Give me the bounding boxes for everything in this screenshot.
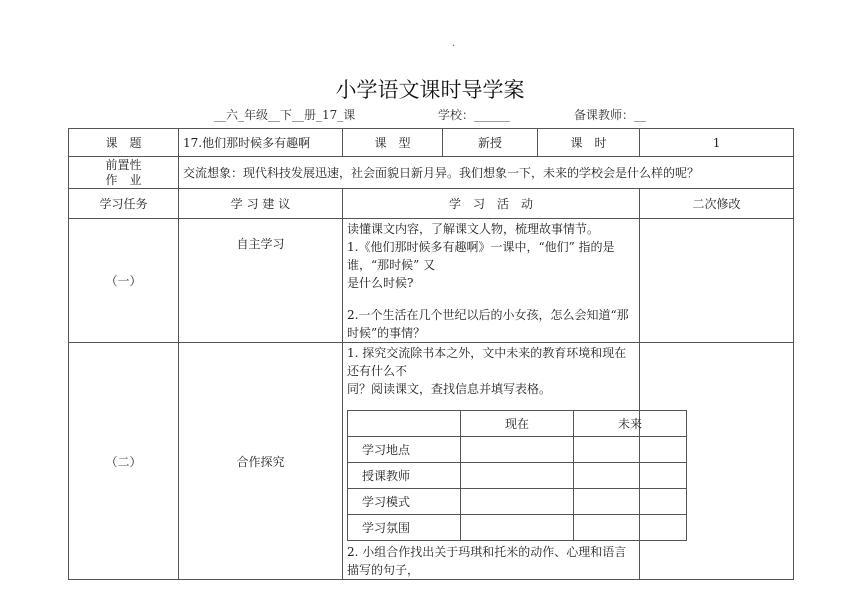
comparison-cell-now (461, 515, 574, 541)
column-header-row (69, 189, 794, 219)
hours-value: 1 (640, 129, 794, 157)
section-one-row (69, 219, 794, 343)
page-title: 小学语文课时导学案 (335, 78, 525, 102)
hours-label: 课 时 (538, 129, 640, 157)
task-column-header: 学习任务 (69, 189, 179, 219)
activity-line: 同？阅读课文，查找信息并填写表格。 (347, 382, 552, 396)
comparison-header-future: 未来 (574, 411, 687, 437)
section-two-row (69, 343, 794, 580)
lesson-info-row (69, 129, 794, 157)
comparison-row-label: 学习模式 (348, 489, 461, 515)
preview-homework-content: 交流想象：现代科技发展迅速，社会面貌日新月异。我们想象一下，未来的学校会是什么样的呢？ (179, 157, 794, 189)
comparison-table (347, 410, 687, 541)
comparison-cell-now (461, 437, 574, 463)
preview-homework-label (69, 157, 179, 189)
comparison-header-blank (348, 411, 461, 437)
comparison-row-label: 学习地点 (348, 437, 461, 463)
comparison-cell-now (461, 463, 574, 489)
comparison-row (348, 489, 687, 515)
comparison-row-label: 学习氛围 (348, 515, 461, 541)
header-dot: . (452, 38, 456, 49)
lesson-plan-table (68, 128, 794, 580)
preview-label-line1: 前置性 (105, 157, 142, 172)
comparison-row (348, 515, 687, 541)
school-field: 学校：______ (438, 108, 511, 122)
activity-line: 2. 小组合作找出关于玛琪和托米的动作、心理和语言描写的句子， (347, 545, 627, 577)
grade-line: __六_年级__下__册_17_课 (214, 108, 356, 122)
section-one-task: （一） (69, 219, 179, 343)
activity-line: 1. 探究交流除书本之外，文中未来的教育环境和现在还有什么不 (347, 346, 627, 378)
comparison-header-row (348, 411, 687, 437)
advice-column-header: 学 习 建 议 (179, 189, 343, 219)
teacher-field: 备课教师：__ (574, 108, 647, 122)
section-two-advice: 合作探究 (179, 343, 343, 580)
section-one-advice: 自主学习 (179, 219, 343, 343)
preview-homework-row (69, 157, 794, 189)
section-two-task: （二） (69, 343, 179, 580)
section-one-activity (343, 219, 640, 343)
topic-value: 17.他们那时候多有趣啊 (179, 129, 343, 157)
comparison-row (348, 437, 687, 463)
type-label: 课 型 (343, 129, 443, 157)
comparison-row (348, 463, 687, 489)
activity-line: 读懂课文内容，了解课文人物，梳理故事情节。 (347, 222, 600, 236)
topic-label: 课 题 (69, 129, 179, 157)
section-two-revision (640, 343, 794, 580)
activity-line: 1.《他们那时候多有趣啊》一课中，“他们” 指的是谁，“那时候” 又 (347, 240, 615, 272)
section-one-revision (640, 219, 794, 343)
activity-column-header: 学 习 活 动 (343, 189, 640, 219)
revision-column-header: 二次修改 (640, 189, 794, 219)
preview-label-line2: 作 业 (105, 172, 142, 187)
comparison-cell-now (461, 489, 574, 515)
comparison-header-now: 现在 (461, 411, 574, 437)
activity-spacer (347, 292, 635, 306)
comparison-row-label: 授课教师 (348, 463, 461, 489)
section-two-activity (343, 343, 640, 580)
activity-line: 2.一个生活在几个世纪以后的小女孩，怎么会知道“那时候”的事情？ (347, 308, 629, 340)
type-value: 新授 (443, 129, 538, 157)
activity-line: 是什么时候? (347, 276, 414, 290)
